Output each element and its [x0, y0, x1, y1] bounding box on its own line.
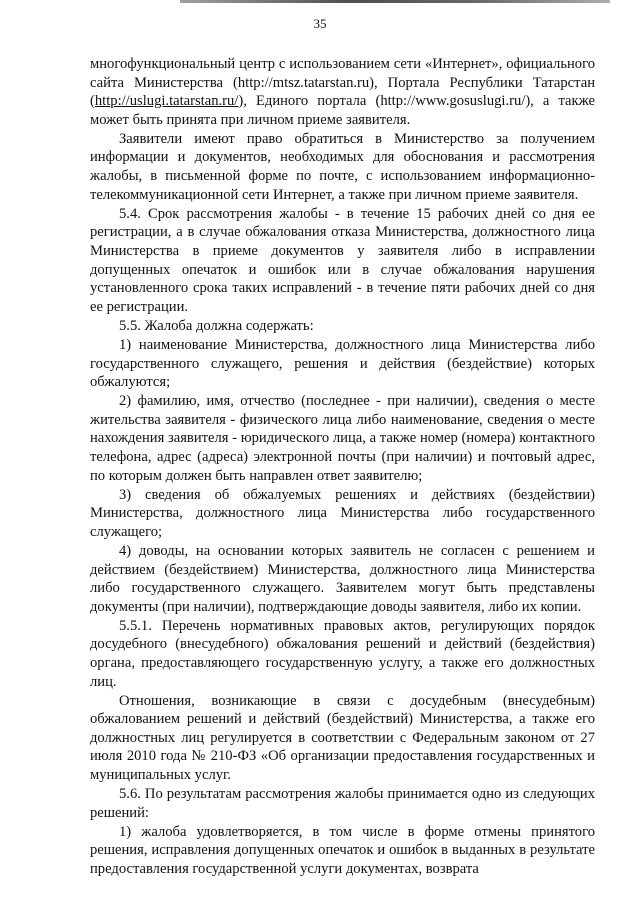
scan-artifact-line	[180, 0, 610, 3]
decision-item-1: 1) жалоба удовлетворяется, в том числе в форме отмены принятого решения, исправления допущенных опечаток и ошибок в выданных в результате предоставления государственной услуги документах, возврата	[90, 823, 595, 878]
list-item-3: 3) сведения об обжалуемых решениях и действиях (бездействии) Министерства, должностного лица Министерства либо государственного служащего;	[90, 486, 595, 540]
document-body	[90, 55, 595, 879]
paragraph-5-5-1: 5.5.1. Перечень нормативных правовых актов, регулирующих порядок досудебного (внесудебного) обжалования решений и действий (бездействия) органа, предоставляющего государственную услугу, а также его должностных лиц.	[90, 617, 595, 690]
paragraph-text: ), Единого портала (http://www.gosuslugi.ru/), а также может быть принята при личном приеме заявителя.	[90, 93, 595, 128]
list-item-4: 4) доводы, на основании которых заявитель не согласен с решением и действием (бездействием) Министерства, должностного лица Министерства либо государственного служащего. Заявителем могут быть представлены документы (при наличии), подтверждающие доводы заявителя, либо их копии.	[90, 542, 595, 615]
paragraph-contact-channels	[90, 55, 595, 129]
paragraph-5-5: 5.5. Жалоба должна содержать:	[119, 317, 314, 334]
paragraph-text: многофункциональный центр с использованием сети «Интернет», официального сайта Министерства (http://mtsz.tatarstan.ru), Портала Республики Татарстан (	[90, 56, 595, 110]
list-item-1: 1) наименование Министерства, должностного лица Министерства либо государственного служащего, решения и действия (бездействие) которых обжалуются;	[90, 336, 595, 391]
paragraph-5-6: 5.6. По результатам рассмотрения жалобы принимается одно из следующих решений:	[90, 786, 595, 821]
paragraph-right-to-request: Заявители имеют право обратиться в Министерство за получением информации и документов, необходимых для обоснования и рассмотрения жалобы, в письменной форме по почте, с использованием информационно-телекоммуникационной сети Интернет, а также при личном приеме заявителя.	[90, 130, 595, 203]
page-number: 35	[313, 16, 327, 31]
paragraph-5-4: 5.4. Срок рассмотрения жалобы - в течение 15 рабочих дней со дня ее регистрации, а в случае обжалования отказа Министерства, должностного лица Министерства в приеме документов у заявителя либо в исправлении допущенных опечаток и ошибок или в случае обжалования нарушения установленного срока таких исправлений - в течение пяти рабочих дней со дня ее регистрации.	[90, 205, 595, 315]
uslugi-link[interactable]: http://uslugi.tatarstan.ru/	[94, 93, 239, 110]
list-item-2: 2) фамилию, имя, отчество (последнее - при наличии), сведения о месте жительства заявителя - физического лица либо наименование, сведения о месте нахождения заявителя - юридического лица, а также номер (номера) контактного телефона, адрес (адреса) электронной почты (при наличии) и почтовый адрес, по которым должен быть направлен ответ заявителю;	[90, 393, 595, 484]
paragraph-relations: Отношения, возникающие в связи с досудебным (внесудебным) обжалованием решений и действий (бездействий) Министерства, а также его должностных лиц регулируется в соответствии с Федеральным законом от 27 июля 2010 года № 210-ФЗ «Об организации предоставления государственных и муниципальных услуг.	[90, 692, 595, 784]
